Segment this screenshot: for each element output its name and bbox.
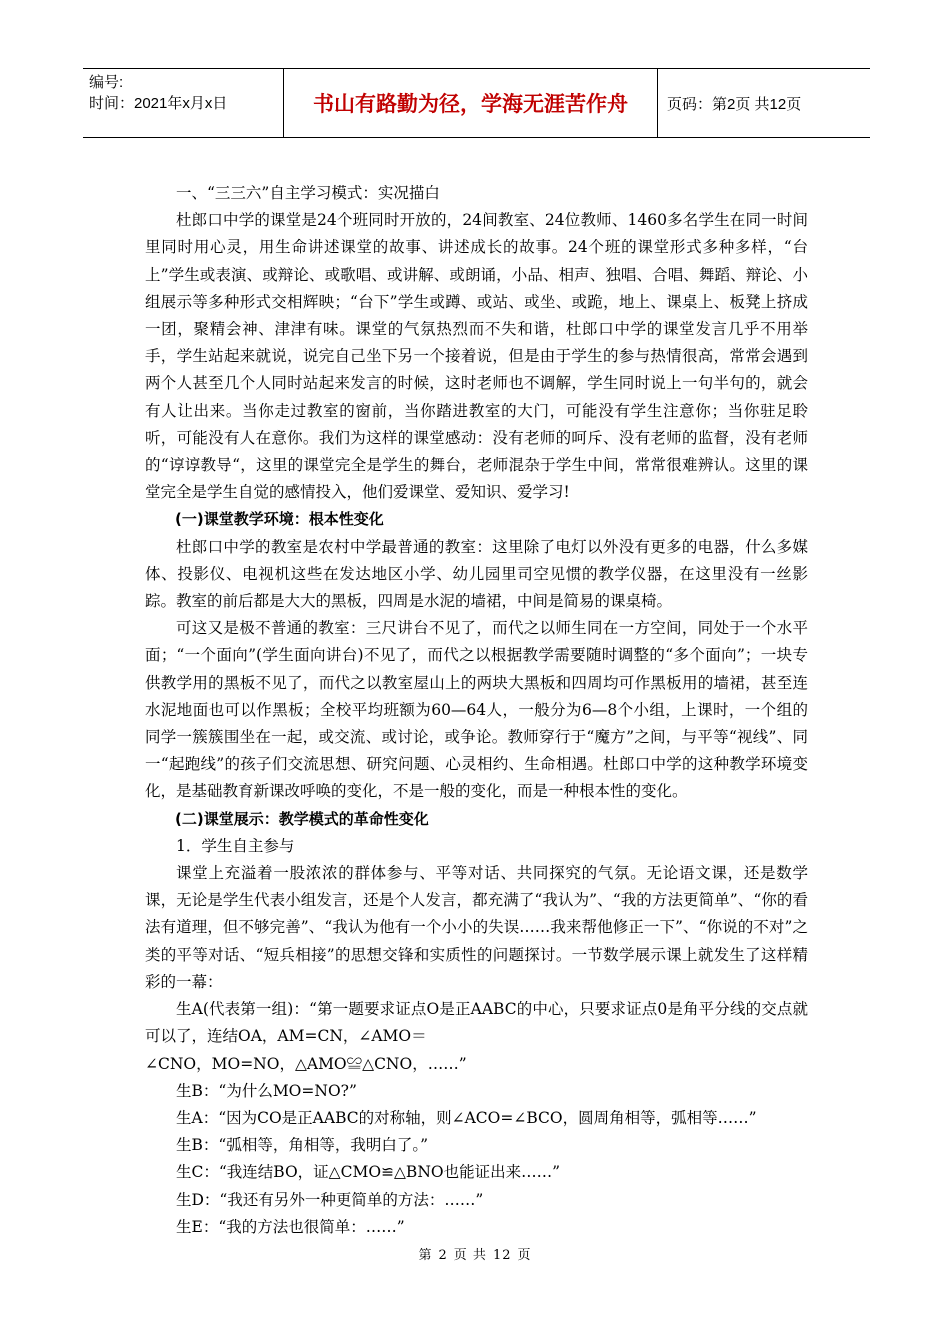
body-text — [145, 180, 808, 1241]
paragraph: 杜郎口中学的教室是农村中学最普通的教室：这里除了电灯以外没有更多的电器，什么多媒体、投影仪、电视机这些在发达地区小学、幼儿园里司空见惯的教学仪器，在这里没有一丝影踪。教室的前后都是大大的黑板，四周是水泥的墙裙，中间是简易的课桌椅。 — [145, 537, 808, 611]
dialog-line: 生C：“我连结BO，证△CMO≌△BNO也能证出来……” — [176, 1163, 561, 1182]
page-header — [83, 68, 870, 138]
header-meta — [83, 69, 283, 137]
footer-page-number: 2 — [438, 1248, 448, 1263]
header-motto: 书山有路勤为径，学海无涯苦作舟 — [283, 69, 658, 137]
dialog-line: 生D：“我还有另外一种更简单的方法：……” — [176, 1190, 484, 1209]
dialog-line: 生A(代表第一组)：“第一题要求证点O是正AABC的中心，只要求证点0是角平分线的交点就可以了，连结OA，AM=CN，∠AMO＝ — [145, 1000, 808, 1046]
footer-total-pages: 12 — [492, 1248, 512, 1263]
dialog-line: 生B：“弧相等，角相等，我明白了。” — [176, 1136, 428, 1155]
paragraph: 可这又是极不普通的教室：三尺讲台不见了，而代之以师生同在一方空间，同处于一个水平面；“一个面向”(学生面向讲台)不见了，而代之以根据教学需要随时调整的“多个面向”；一块专供教学用的黑板不见了，而代之以教室屋山上的两块大黑板和四周均可作黑板用的墙裙，甚至连水泥地面也可以作黑板；全校平均班额为60—64人，一般分为6—8个小组，上课时，一个组的同学一簇簇围坐在一起，或交流、或讨论，或争论。教师穿行于“魔方”之间，与平等“视线”、同一“起跑线”的孩子们交流思想、研究问题、心灵相约、生命相遇。杜郎口中学的这种教学环境变化，是基础教育新课改呼唤的变化，不是一般的变化，而是一种根本性的变化。 — [145, 619, 808, 801]
dialog-line: ∠CNO，MO=NO，△AMO≌△CNO，……” — [145, 1054, 467, 1073]
paragraph: 杜郎口中学的课堂是24个班同时开放的，24间教室、24位教师、1460多名学生在同一时间里同时用心灵，用生命讲述课堂的故事、讲述成长的故事。24个班的课堂形式多种多样，“台上”学生或表演、或辩论、或歌唱、或讲解、或朗诵，小品、相声、独唱、合唱、舞蹈、辩论、小组展示等多种形式交相辉映；“台下”学生或蹲、或站、或坐、或跪，地上、课桌上、板凳上挤成一团，聚精会神、津津有味。课堂的气氛热烈而不失和谐，杜郎口中学的课堂发言几乎不用举手，学生站起来就说，说完自己坐下另一个接着说，但是由于学生的参与热情很高，常常会遇到两个人甚至几个人同时站起来发言的时候，这时老师也不调解，学生同时说上一句半句的，就会有人让出来。当你走过教室的窗前，当你踏进教室的大门，可能没有学生注意你；当你驻足聆听，可能没有人在意你。我们为这样的课堂感动：没有老师的呵斥、没有老师的监督，没有老师的“谆谆教导“，这里的课堂完全是学生的舞台，老师混杂于学生中间，常常很难辨认。这里的课堂完全是学生自觉的感情投入，他们爱课堂、爱知识、爱学习! — [145, 211, 808, 502]
paragraph: 课堂上充溢着一股浓浓的群体参与、平等对话、共同探究的气氛。无论语文课，还是数学课，无论是学生代表小组发言，还是个人发言，都充满了“我认为”、“我的方法更简单”、“你的看法有道理，但不够完善”、“我认为他有一个小小的失误……我来帮他修正一下”、“你说的不对”之类的平等对话、“短兵相接”的思想交锋和实质性的问题探讨。一节数学展示课上就发生了这样精彩的一幕： — [145, 864, 808, 991]
footer-suffix: 页 — [517, 1248, 532, 1263]
dialog-line: 生E：“我的方法也很简单：……” — [176, 1217, 405, 1236]
footer-prefix: 第 — [418, 1248, 433, 1263]
heading-1: 一、“三三六”自主学习模式：实况描白 — [176, 184, 440, 202]
section-heading-2: (二)课堂展示：教学模式的革命性变化 — [175, 809, 429, 828]
subheading: 1．学生自主参与 — [176, 836, 295, 855]
page-footer — [0, 1244, 950, 1263]
dialog-line: 生A：“因为CO是正AABC的对称轴，则∠ACO=∠BCO，圆周角相等，弧相等……” — [176, 1108, 757, 1127]
header-page-info: 页码：第2页 共12页 — [667, 95, 802, 113]
time-label: 时间：2021年x月x日 — [89, 95, 228, 112]
dialog-line: 生B：“为什么MO=NO?” — [176, 1081, 357, 1100]
footer-mid: 页 共 — [453, 1248, 487, 1263]
serial-label: 编号: — [89, 74, 124, 91]
section-heading-1: (一)课堂教学环境：根本性变化 — [175, 510, 384, 529]
